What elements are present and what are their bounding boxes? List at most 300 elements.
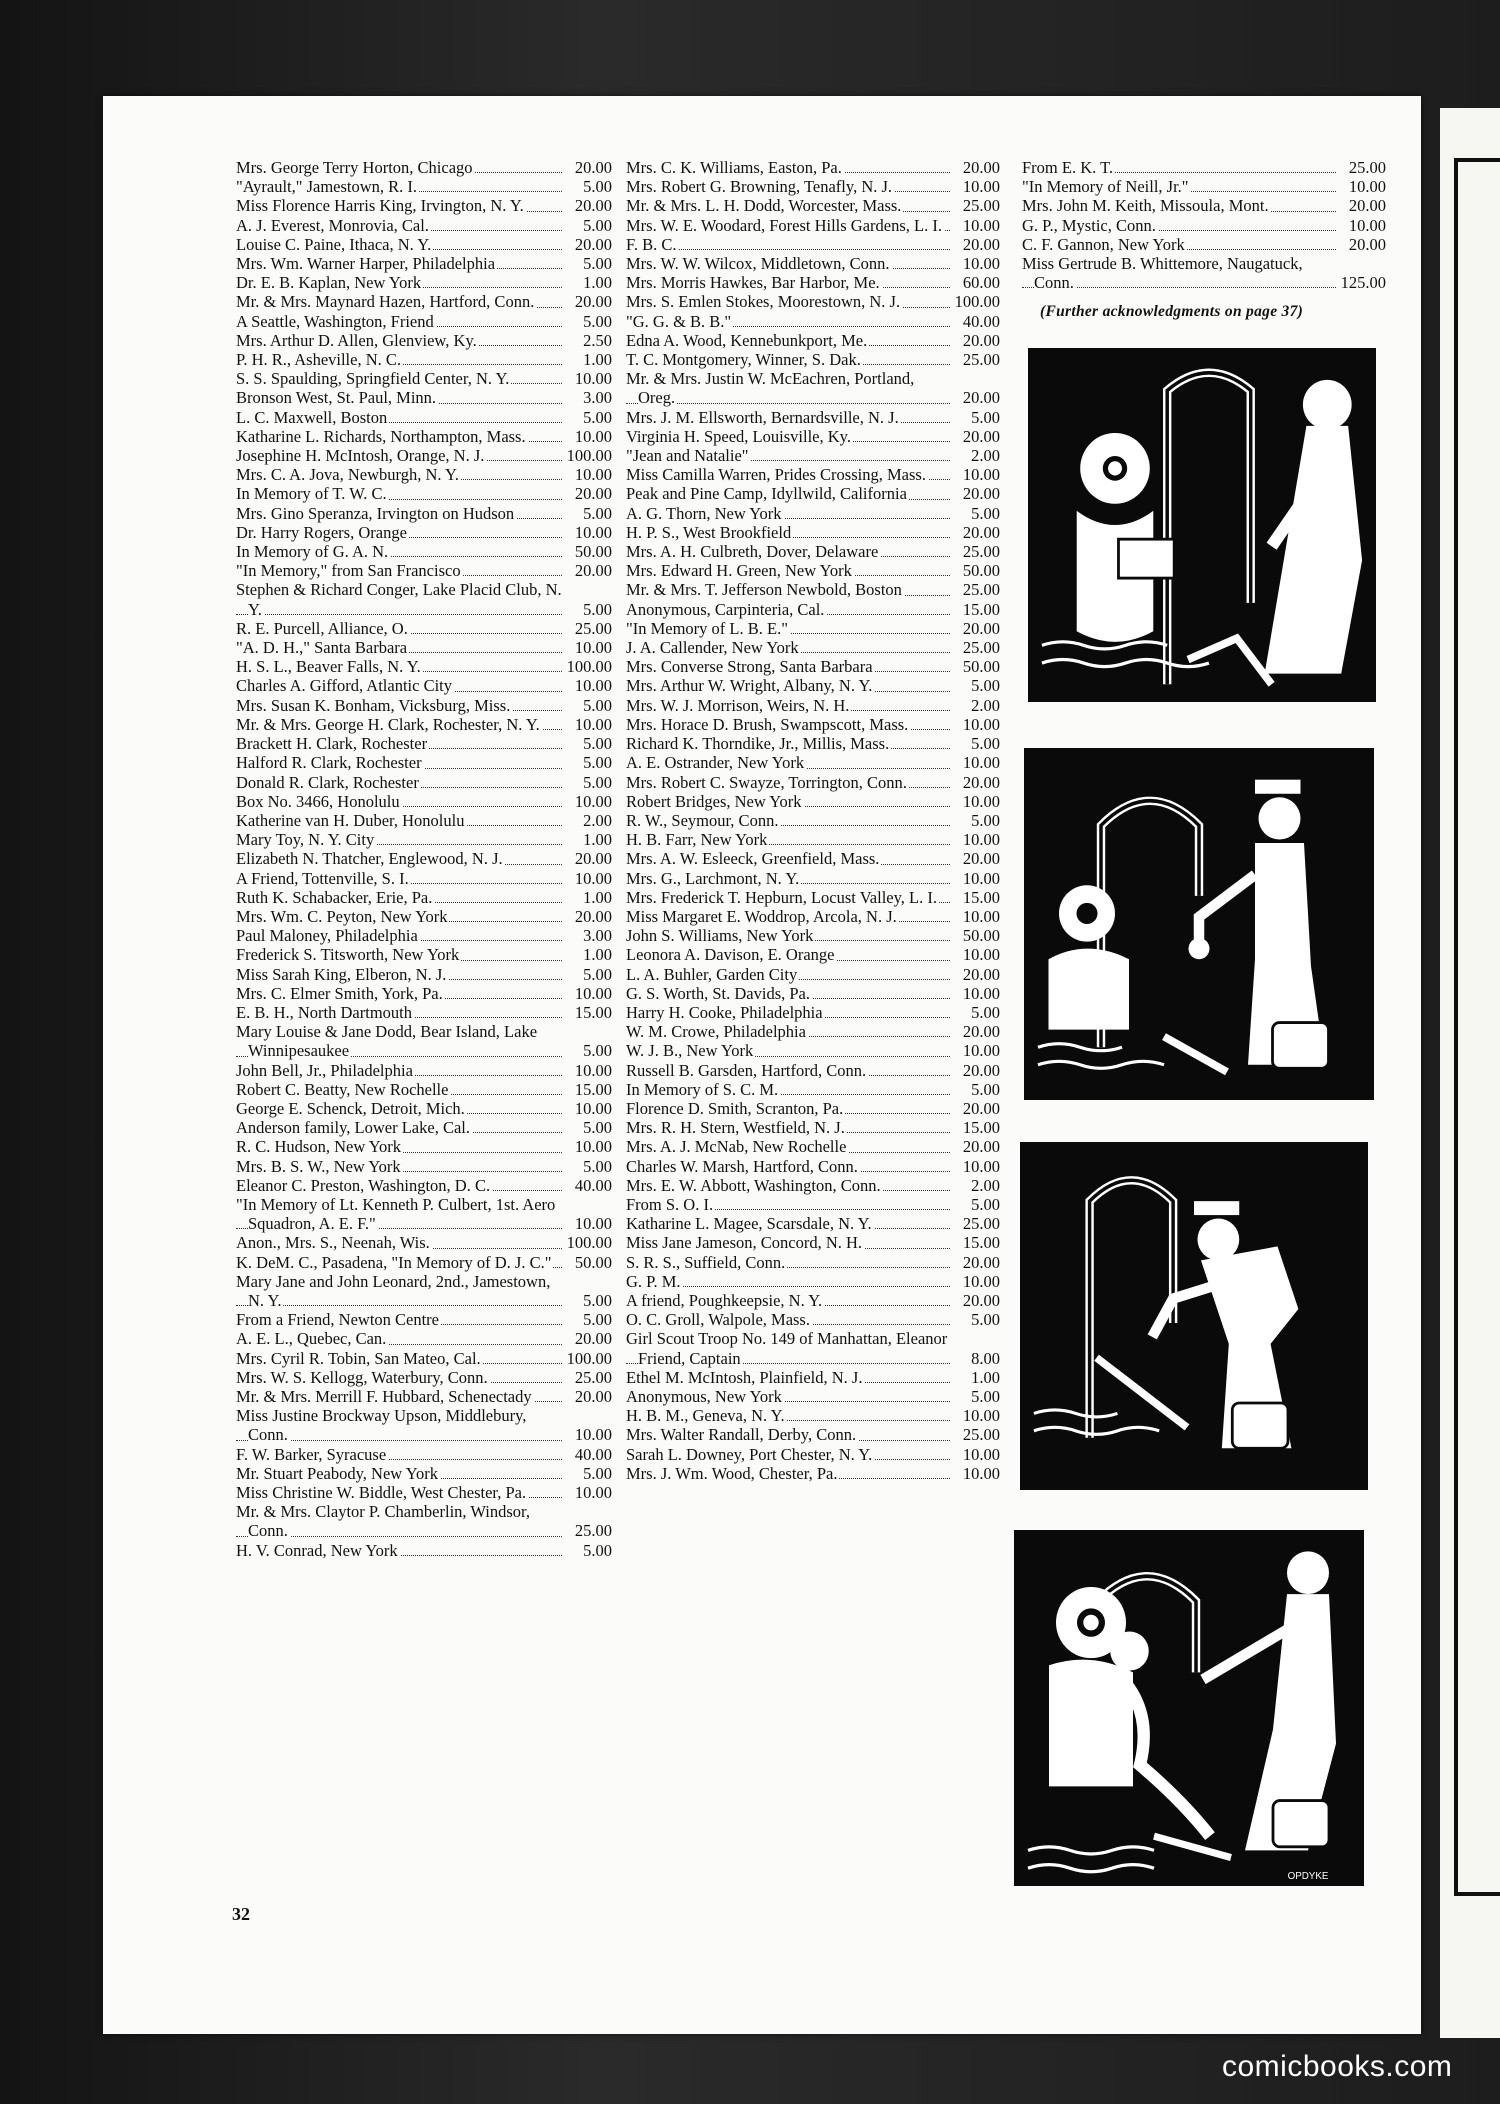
donor-name-text: Mrs. Gino Speranza, Irvington on Hudson: [236, 503, 515, 523]
donor-entry: [626, 1061, 1000, 1080]
donor-name: [236, 1387, 562, 1406]
donor-entry: [626, 292, 1000, 311]
donor-entry: [236, 676, 612, 695]
donor-name: [626, 676, 950, 695]
donation-amount: 10.00: [962, 1463, 1000, 1483]
donor-entry: [236, 926, 612, 945]
donor-entry: [626, 830, 1000, 849]
donor-name: [626, 1291, 950, 1310]
donor-name: [626, 1137, 950, 1156]
donor-entry: [236, 1387, 612, 1406]
donor-entry: [626, 1099, 1000, 1118]
donation-amount: 1.00: [971, 1367, 1000, 1387]
donor-name-text: Mrs. C. Elmer Smith, York, Pa.: [236, 983, 443, 1003]
donor-name-text: S. R. S., Suffield, Conn.: [626, 1252, 786, 1272]
donor-entry: [236, 1118, 612, 1137]
donor-name: [626, 1157, 950, 1176]
donation-amount: 5.00: [583, 734, 612, 754]
donation-amount: 20.00: [574, 292, 612, 312]
donor-entry: [236, 465, 612, 484]
donation-amount: 10.00: [574, 676, 612, 696]
donor-entry: [236, 830, 612, 849]
donation-amount: 10.00: [574, 1425, 612, 1445]
donor-name-text: Robert Bridges, New York: [626, 791, 802, 811]
donation-amount: 10.00: [574, 1098, 612, 1118]
donor-name-text: John Bell, Jr., Philadelphia: [236, 1060, 413, 1080]
donor-name-text: Mrs. Walter Randall, Derby, Conn.: [626, 1425, 857, 1445]
donation-amount: 1.00: [583, 830, 612, 850]
donation-amount: 20.00: [574, 196, 612, 216]
donor-name: [626, 177, 950, 196]
donation-amount: 10.00: [962, 945, 1000, 965]
donation-amount: 20.00: [962, 234, 1000, 254]
donor-entry: [626, 504, 1000, 523]
donation-amount: 10.00: [574, 465, 612, 485]
donor-entry: [626, 1310, 1000, 1329]
donor-name-text: Virginia H. Speed, Louisville, Ky.: [626, 426, 851, 446]
donor-name-text: Florence D. Smith, Scranton, Pa.: [626, 1098, 844, 1118]
donor-entry: [626, 619, 1000, 638]
donor-name-text: Katherine van H. Duber, Honolulu: [236, 810, 465, 830]
donor-name-text: Peak and Pine Camp, Idyllwild, California: [626, 484, 907, 504]
donor-name: [236, 1406, 562, 1444]
donor-entry: [626, 465, 1000, 484]
donor-name: [626, 1272, 950, 1291]
donor-name: [626, 638, 950, 657]
donation-amount: 20.00: [962, 849, 1000, 869]
donor-entry: [626, 561, 1000, 580]
donor-entry: [626, 888, 1000, 907]
donor-entry: [236, 965, 612, 984]
donor-entry: [236, 1502, 612, 1540]
donation-amount: 20.00: [574, 484, 612, 504]
donor-name: [236, 657, 562, 676]
donor-entry: [626, 753, 1000, 772]
donation-amount: 3.00: [583, 926, 612, 946]
donor-name: [236, 811, 562, 830]
donation-amount: 5.00: [971, 1194, 1000, 1214]
donor-name-text: Mr. & Mrs. T. Jefferson Newbold, Boston: [626, 580, 902, 600]
donor-name: [236, 254, 562, 273]
donor-name: [236, 504, 562, 523]
donor-name-text: Harry H. Cooke, Philadelphia: [626, 1002, 823, 1022]
donor-entry: [236, 1195, 612, 1233]
donor-entry: [236, 984, 612, 1003]
donor-name: [236, 1445, 562, 1464]
donor-name-text: Anon., Mrs. S., Neenah, Wis.: [236, 1233, 430, 1253]
donor-name-text: Mrs. W. S. Kellogg, Waterbury, Conn.: [236, 1367, 488, 1387]
donor-name-text: From a Friend, Newton Centre: [236, 1310, 440, 1330]
donor-name: [626, 465, 950, 484]
donor-entry: [236, 1157, 612, 1176]
donor-name: [236, 312, 562, 331]
donor-name-text: "In Memory," from San Francisco: [236, 561, 461, 581]
donor-entry: [626, 1368, 1000, 1387]
donor-name-text: A. E. L., Quebec, Can.: [236, 1329, 387, 1349]
donation-amount: 10.00: [574, 1137, 612, 1157]
donor-name-text: Mrs. George Terry Horton, Chicago: [236, 158, 473, 177]
donor-entry: [236, 696, 612, 715]
donor-name: [236, 1310, 562, 1329]
donor-name-text: Mrs. W. J. Morrison, Weirs, N. H.: [626, 695, 850, 715]
donor-name: [236, 869, 562, 888]
donor-name: [236, 1464, 562, 1483]
donor-name: [626, 1464, 950, 1483]
donor-name: [1022, 177, 1336, 196]
donor-name-text: W. J. B., New York: [626, 1041, 754, 1061]
donor-entry: [1022, 216, 1386, 235]
donation-amount: 15.00: [962, 599, 1000, 619]
donation-amount: 125.00: [1340, 273, 1386, 293]
donor-name: [236, 542, 562, 561]
donation-amount: 5.00: [971, 1310, 1000, 1330]
donor-name-text: Mrs. W. E. Woodard, Forest Hills Gardens, L. I.: [626, 215, 942, 235]
donor-entry: [236, 945, 612, 964]
donor-name: [236, 1253, 562, 1272]
donor-entry: [236, 1176, 612, 1195]
donor-entry: [626, 1022, 1000, 1041]
donor-entry: [236, 427, 612, 446]
donor-name: [236, 350, 562, 369]
donor-name: [626, 408, 950, 427]
donor-entry: [626, 1464, 1000, 1483]
donation-amount: 10.00: [962, 714, 1000, 734]
donor-name-text: Mrs. C. K. Williams, Easton, Pa.: [626, 158, 842, 177]
donor-entry: [626, 331, 1000, 350]
donor-name-text: Mrs. E. W. Abbott, Washington, Conn.: [626, 1175, 881, 1195]
donor-name: [626, 254, 950, 273]
donor-entry: [236, 773, 612, 792]
page-number: 32: [232, 1904, 250, 1924]
donation-amount: 10.00: [962, 868, 1000, 888]
donor-name: [236, 446, 562, 465]
donor-name: [1022, 216, 1336, 235]
donor-entry: [1022, 235, 1386, 254]
donor-entry: [626, 1253, 1000, 1272]
comic-panel-4: [1014, 1530, 1364, 1886]
donor-name-text: Mrs. John M. Keith, Missoula, Mont.: [1022, 196, 1269, 216]
donor-name-text: Katharine L. Richards, Northampton, Mass.: [236, 426, 526, 446]
donor-name-text: Mr. & Mrs. Justin W. McEachren, Portland, Oreg.: [626, 369, 915, 408]
donor-name-text: A friend, Poughkeepsie, N. Y.: [626, 1290, 823, 1310]
donor-name: [236, 523, 562, 542]
donor-name: [236, 888, 562, 907]
donor-name-text: W. M. Crowe, Philadelphia: [626, 1022, 806, 1042]
donation-amount: 5.00: [583, 1310, 612, 1330]
donor-name-text: Richard K. Thorndike, Jr., Millis, Mass.: [626, 734, 890, 754]
donor-entry: [236, 715, 612, 734]
donation-amount: 10.00: [962, 215, 1000, 235]
donor-name-text: Charles W. Marsh, Hartford, Conn.: [626, 1156, 858, 1176]
donor-entry: [236, 158, 612, 177]
donor-entry: [626, 1387, 1000, 1406]
donor-name: [626, 1176, 950, 1195]
donor-name-text: Miss Sarah King, Elberon, N. J.: [236, 964, 447, 984]
donor-name: [626, 830, 950, 849]
donor-name-text: Girl Scout Troop No. 149 of Manhattan, Eleanor Friend, Captain: [626, 1329, 948, 1368]
donor-name: [236, 753, 562, 772]
comic-panel-1: [1028, 348, 1376, 702]
donor-entry: [626, 734, 1000, 753]
donor-entry: [626, 1195, 1000, 1214]
donor-entry: [626, 427, 1000, 446]
donor-name: [626, 427, 950, 446]
donation-amount: 20.00: [574, 158, 612, 177]
donor-name-text: Mrs. B. S. W., New York: [236, 1156, 401, 1176]
donation-amount: 2.00: [971, 1175, 1000, 1195]
donor-name-text: Mr. & Mrs. Merrill F. Hubbard, Schenectady: [236, 1387, 532, 1406]
donor-entry: [236, 331, 612, 350]
donation-amount: 5.00: [583, 1118, 612, 1138]
donor-name-text: E. B. H., North Dartmouth: [236, 1002, 412, 1022]
donor-name-text: L. A. Buhler, Garden City: [626, 964, 798, 984]
donor-entry: [626, 1233, 1000, 1252]
donor-entry: [236, 792, 612, 811]
donor-entry: [236, 869, 612, 888]
donor-name: [626, 1061, 950, 1080]
donor-name-text: Mrs. R. H. Stern, Westfield, N. J.: [626, 1118, 845, 1138]
donor-entry: [626, 177, 1000, 196]
donor-entry: [626, 1080, 1000, 1099]
donor-name-text: From S. O. I.: [626, 1194, 714, 1214]
donation-amount: 40.00: [574, 1175, 612, 1195]
donor-name-text: A Seattle, Washington, Friend: [236, 311, 434, 331]
donation-amount: 10.00: [574, 1060, 612, 1080]
donor-name: [236, 1003, 562, 1022]
donor-name-text: F. B. C.: [626, 234, 677, 254]
donation-amount: 20.00: [574, 1329, 612, 1349]
donor-name: [236, 1541, 562, 1560]
donor-name-text: Mary Louise & Jane Dodd, Bear Island, Lake Winnipesaukee: [236, 1022, 538, 1061]
donor-entry: [626, 408, 1000, 427]
donor-name-text: "In Memory of Neill, Jr.": [1022, 177, 1189, 197]
donor-name-text: Mrs. A. W. Esleeck, Greenfield, Mass.: [626, 849, 880, 869]
donor-entry: [626, 676, 1000, 695]
donor-entry: [626, 542, 1000, 561]
donation-amount: 10.00: [962, 1156, 1000, 1176]
donor-name-text: Mr. & Mrs. Maynard Hazen, Hartford, Conn.: [236, 292, 535, 312]
donor-name: [236, 408, 562, 427]
donor-entry: [236, 1483, 612, 1502]
donor-name-text: Box No. 3466, Honolulu: [236, 791, 400, 811]
donation-amount: 10.00: [962, 1271, 1000, 1291]
donor-entry: [236, 1253, 612, 1272]
donor-name: [236, 734, 562, 753]
donor-name-text: H. S. L., Beaver Falls, N. Y.: [236, 657, 421, 677]
donation-amount: 5.00: [583, 1041, 612, 1061]
donor-name-text: "In Memory of Lt. Kenneth P. Culbert, 1st. Aero Squadron, A. E. F.": [236, 1194, 556, 1234]
donor-name: [236, 1061, 562, 1080]
donation-amount: 10.00: [962, 1041, 1000, 1061]
donor-name: [626, 696, 950, 715]
donor-name: [626, 849, 950, 868]
donor-name: [626, 235, 950, 254]
donor-name: [626, 811, 950, 830]
donor-entry: [626, 1329, 1000, 1367]
donor-name: [626, 1003, 950, 1022]
donation-amount: 20.00: [962, 1290, 1000, 1310]
donor-entry: [236, 446, 612, 465]
donor-name-text: Mary Jane and John Leonard, 2nd., Jamestown, N. Y.: [236, 1271, 551, 1310]
donation-amount: 5.00: [971, 503, 1000, 523]
donor-name-text: John S. Williams, New York: [626, 926, 814, 946]
donation-amount: 10.00: [574, 983, 612, 1003]
donor-name: [626, 542, 950, 561]
donation-amount: 25.00: [1348, 158, 1386, 177]
donation-amount: 15.00: [574, 1079, 612, 1099]
donor-name: [626, 1118, 950, 1137]
donation-amount: 20.00: [1348, 234, 1386, 254]
donor-name: [236, 388, 562, 407]
donor-name: [626, 369, 950, 407]
donor-name-text: George E. Schenck, Detroit, Mich.: [236, 1098, 465, 1118]
donor-name-text: Mrs. Frederick T. Hepburn, Locust Valley, L. I.: [626, 887, 937, 907]
donation-amount: 20.00: [962, 426, 1000, 446]
donor-name: [1022, 254, 1336, 292]
donor-name-text: G. P. M.: [626, 1271, 681, 1291]
donor-entry: [626, 1157, 1000, 1176]
donor-name: [236, 1502, 562, 1540]
donor-entry: [236, 849, 612, 868]
donor-name-text: Dr. E. B. Kaplan, New York: [236, 273, 422, 293]
donor-entry: [626, 600, 1000, 619]
donation-amount: 5.00: [583, 1463, 612, 1483]
donor-name: [236, 465, 562, 484]
donor-name-text: H. P. S., West Brookfield: [626, 522, 792, 542]
donation-amount: 40.00: [962, 311, 1000, 331]
donor-name: [626, 984, 950, 1003]
donor-entry: [1022, 196, 1386, 215]
donor-entry: [626, 657, 1000, 676]
donation-amount: 20.00: [962, 1137, 1000, 1157]
donor-name: [236, 792, 562, 811]
donor-name-text: O. C. Groll, Walpole, Mass.: [626, 1310, 810, 1330]
acknowledgments-column-2: [626, 158, 1000, 1483]
donor-name: [626, 1195, 950, 1214]
facing-page-border: [1454, 158, 1500, 1896]
donor-entry: [626, 446, 1000, 465]
donor-name-text: Sarah L. Downey, Port Chester, N. Y.: [626, 1444, 873, 1464]
donor-entry: [626, 773, 1000, 792]
donor-entry: [236, 1445, 612, 1464]
donation-amount: 20.00: [962, 388, 1000, 408]
donor-name-text: A. E. Ostrander, New York: [626, 753, 805, 773]
donor-entry: [236, 638, 612, 657]
donation-amount: 20.00: [962, 330, 1000, 350]
donor-entry: [236, 273, 612, 292]
donation-amount: 20.00: [962, 1098, 1000, 1118]
donor-name: [626, 1253, 950, 1272]
acknowledgments-column-3: [1022, 158, 1386, 292]
donation-amount: 10.00: [962, 830, 1000, 850]
donor-name: [236, 235, 562, 254]
donor-name-text: Mrs. Arthur W. Wright, Albany, N. Y.: [626, 676, 873, 696]
donation-amount: 1.00: [583, 887, 612, 907]
donation-amount: 5.00: [971, 1002, 1000, 1022]
donor-name-text: A Friend, Tottenville, S. I.: [236, 868, 409, 888]
donor-entry: [626, 350, 1000, 369]
donor-name-text: Mrs. J. M. Ellsworth, Bernardsville, N. J.: [626, 407, 899, 427]
donation-amount: 25.00: [962, 542, 1000, 562]
donor-name-text: S. S. Spaulding, Springfield Center, N. Y.: [236, 369, 510, 389]
donor-name: [236, 945, 562, 964]
donor-name-text: Mrs. Wm. Warner Harper, Philadelphia: [236, 254, 496, 274]
donation-amount: 100.00: [566, 1348, 612, 1368]
donation-amount: 50.00: [574, 542, 612, 562]
donor-name: [236, 1080, 562, 1099]
donor-entry: [236, 1233, 612, 1252]
donation-amount: 20.00: [962, 772, 1000, 792]
donor-entry: [236, 312, 612, 331]
donor-name: [626, 1041, 950, 1060]
donor-entry: [236, 523, 612, 542]
donation-amount: 5.00: [971, 407, 1000, 427]
donor-entry: [626, 811, 1000, 830]
donor-name: [626, 1099, 950, 1118]
donor-name-text: Miss Justine Brockway Upson, Middlebury, Conn.: [236, 1406, 527, 1445]
donor-entry: [626, 1425, 1000, 1444]
donor-name: [236, 177, 562, 196]
donor-name: [236, 830, 562, 849]
donor-name-text: "In Memory of L. B. E.": [626, 618, 788, 638]
donor-name-text: Donald R. Clark, Rochester: [236, 772, 419, 792]
donation-amount: 25.00: [962, 196, 1000, 216]
donor-entry: [236, 1329, 612, 1348]
donation-amount: 10.00: [574, 1483, 612, 1503]
donor-name: [626, 216, 950, 235]
donor-name: [626, 1233, 950, 1252]
donor-name-text: Miss Florence Harris King, Irvington, N. Y.: [236, 196, 524, 216]
donor-name: [236, 1195, 562, 1233]
donation-amount: 5.00: [971, 810, 1000, 830]
donor-name: [626, 1310, 950, 1329]
donor-entry: [626, 965, 1000, 984]
donor-name: [236, 1118, 562, 1137]
donor-entry: [236, 619, 612, 638]
donor-name-text: "G. G. & B. B.": [626, 311, 732, 331]
donor-name: [236, 484, 562, 503]
donor-name: [236, 1329, 562, 1348]
donation-amount: 100.00: [566, 446, 612, 466]
donor-name: [626, 1329, 950, 1367]
acknowledgments-column-1: [236, 158, 612, 1560]
donor-name: [236, 926, 562, 945]
donation-amount: 100.00: [954, 292, 1000, 312]
donor-entry: [626, 1445, 1000, 1464]
donor-name-text: C. F. Gannon, New York: [1022, 234, 1185, 254]
donor-name-text: H. B. M., Geneva, N. Y.: [626, 1406, 785, 1426]
donor-name: [626, 1425, 950, 1444]
donor-entry: [236, 561, 612, 580]
donor-name-text: Mr. & Mrs. Claytor P. Chamberlin, Windsor, Conn.: [236, 1502, 530, 1541]
donor-name-text: P. H. R., Asheville, N. C.: [236, 350, 402, 370]
donor-name: [626, 504, 950, 523]
donor-name-text: Mrs. Susan K. Bonham, Vicksburg, Miss.: [236, 695, 511, 715]
donor-entry: [236, 1080, 612, 1099]
donor-entry: [626, 1272, 1000, 1291]
donor-name: [236, 907, 562, 926]
donation-amount: 25.00: [962, 1214, 1000, 1234]
donation-amount: 10.00: [1348, 215, 1386, 235]
donor-name-text: Leonora A. Davison, E. Orange: [626, 945, 835, 965]
donor-entry: [236, 408, 612, 427]
donation-amount: 25.00: [962, 1425, 1000, 1445]
donor-name: [236, 715, 562, 734]
donor-name-text: "A. D. H.," Santa Barbara: [236, 638, 408, 658]
donor-name: [626, 331, 950, 350]
donor-name: [626, 350, 950, 369]
donor-name-text: Mrs. Edward H. Green, New York: [626, 561, 852, 581]
